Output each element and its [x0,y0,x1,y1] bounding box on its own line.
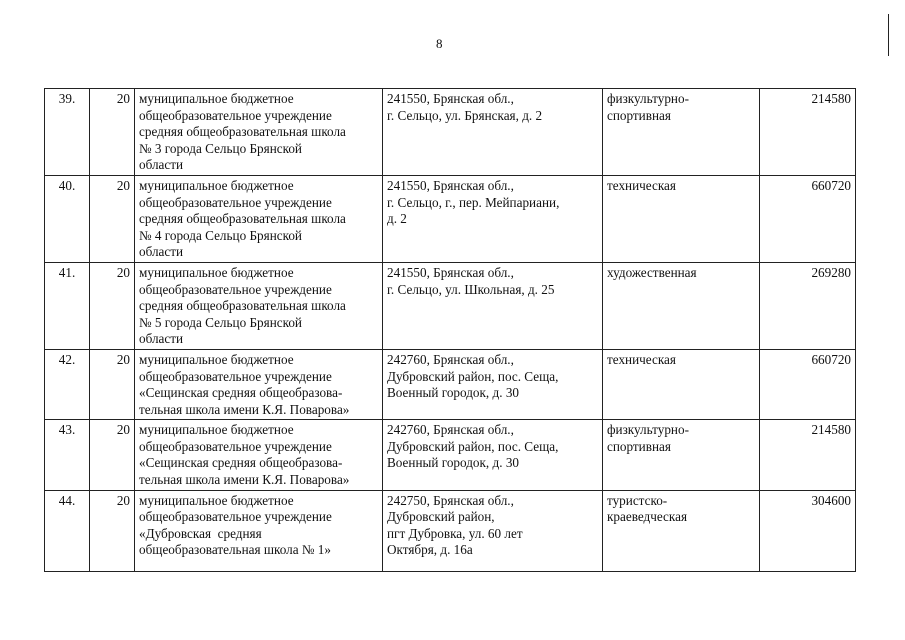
text-line: общеобразовательное учреждение [139,438,332,454]
profile [603,175,760,262]
text-line: № 5 города Сельцо Брянской [139,314,302,330]
text-line: средняя общеобразовательная школа [139,211,346,227]
profile [603,349,760,419]
text-line: № 4 города Сельцо Брянской [139,227,302,243]
row-number: 44. [45,490,90,571]
text-line: области [139,157,184,173]
text-line: Октября, д. 16а [387,542,473,558]
page-number: 8 [436,36,443,51]
text-line: средняя общеобразовательная школа [139,298,346,314]
row-number: 43. [45,420,90,490]
amount: 660720 [760,175,856,262]
text-line: области [139,331,184,347]
address [383,349,603,419]
text-line: «Сещинская средняя общеобразова- [139,455,343,471]
row-number: 39. [45,89,90,176]
row-count: 20 [90,420,135,490]
text-line: 242750, Брянская обл., [387,492,514,508]
text-line: 241550, Брянская обл., [387,91,514,106]
institution-name [135,349,383,419]
text-line: общеобразовательное учреждение [139,281,332,297]
text-line: физкультурно- [607,422,689,438]
table-row [45,262,856,349]
profile [603,490,760,571]
institution-name [135,175,383,262]
text-line: 241550, Брянская обл., [387,177,514,193]
table-row [45,420,856,490]
amount: 660720 [760,349,856,419]
text-line: муниципальное бюджетное [139,264,294,280]
text-line: г. Сельцо, г., пер. Мейпариани, [387,194,560,210]
row-count: 20 [90,490,135,571]
text-line: муниципальное бюджетное [139,422,294,438]
text-line: г. Сельцо, ул. Школьная, д. 25 [387,281,555,297]
text-line: № 3 города Сельцо Брянской [139,140,302,156]
text-line: области [139,244,184,260]
text-line: Военный городок, д. 30 [387,455,520,471]
text-line: техническая [607,351,676,367]
institution-name [135,262,383,349]
text-line: Военный городок, д. 30 [387,385,520,401]
address [383,490,603,571]
text-line: Дубровский район, [387,509,495,525]
text-line: туристско- [607,492,668,508]
amount: 214580 [760,420,856,490]
table-row [45,349,856,419]
row-count: 20 [90,262,135,349]
text-line: художественная [607,264,697,280]
schools-table [44,88,856,572]
profile [603,262,760,349]
row-count: 20 [90,89,135,176]
table-row [45,89,856,176]
text-line: Дубровский район, пос. Сеща, [387,368,559,384]
institution-name [135,89,383,176]
profile [603,420,760,490]
text-line: спортивная [607,107,671,123]
institution-name [135,420,383,490]
text-line: 241550, Брянская обл., [387,264,514,280]
amount: 269280 [760,262,856,349]
text-line: тельная школа имени К.Я. Поварова» [139,472,350,488]
text-line: д. 2 [387,211,407,227]
text-line: спортивная [607,438,671,454]
row-number: 40. [45,175,90,262]
text-line: муниципальное бюджетное [139,91,294,106]
text-line: общеобразовательное учреждение [139,368,332,384]
text-line: муниципальное бюджетное [139,492,294,508]
text-line: 242760, Брянская обл., [387,351,514,367]
profile [603,89,760,176]
text-line: тельная школа имени К.Я. Поварова» [139,401,350,417]
text-line: краеведческая [607,509,688,525]
text-line: общеобразовательная школа № 1» [139,542,331,558]
table-row [45,175,856,262]
institution-name [135,490,383,571]
table-row [45,490,856,571]
text-line: пгт Дубровка, ул. 60 лет [387,525,523,541]
text-line: Дубровский район, пос. Сеща, [387,438,559,454]
address [383,175,603,262]
row-number: 42. [45,349,90,419]
row-count: 20 [90,349,135,419]
address [383,89,603,176]
margin-line [888,14,889,56]
text-line: муниципальное бюджетное [139,351,294,367]
text-line: общеобразовательное учреждение [139,107,332,123]
text-line: «Сещинская средняя общеобразова- [139,385,343,401]
text-line: г. Сельцо, ул. Брянская, д. 2 [387,107,543,123]
text-line: муниципальное бюджетное [139,177,294,193]
row-number: 41. [45,262,90,349]
text-line: 242760, Брянская обл., [387,422,514,438]
text-line: «Дубровская средняя [139,525,262,541]
text-line: физкультурно- [607,91,689,106]
address [383,262,603,349]
text-line: техническая [607,177,676,193]
text-line: общеобразовательное учреждение [139,194,332,210]
amount: 214580 [760,89,856,176]
text-line: общеобразовательное учреждение [139,509,332,525]
text-line: средняя общеобразовательная школа [139,124,346,140]
row-count: 20 [90,175,135,262]
address [383,420,603,490]
amount: 304600 [760,490,856,571]
